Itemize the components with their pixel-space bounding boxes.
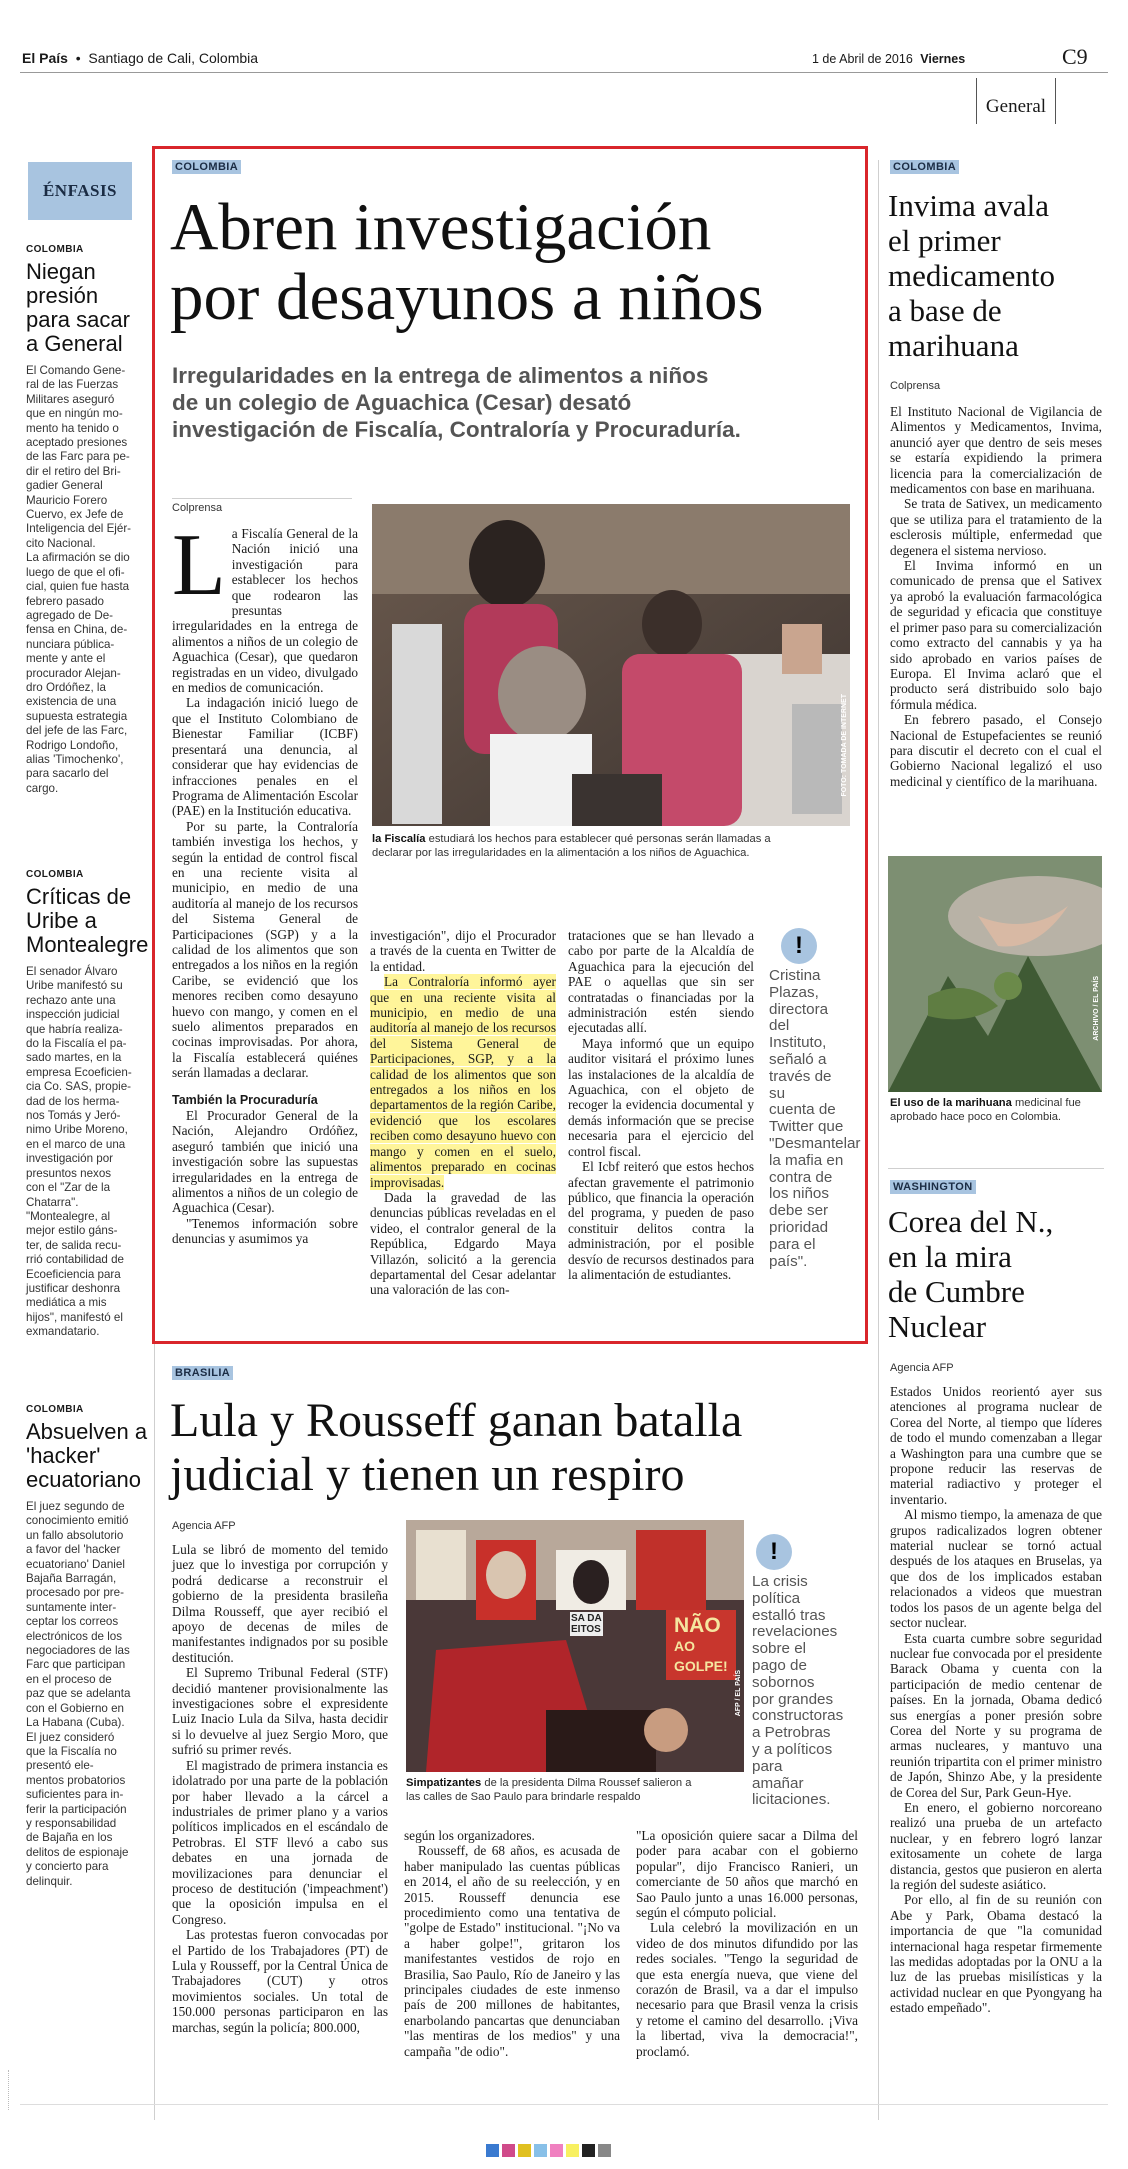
registration-swatch xyxy=(550,2144,563,2157)
school-children-photo xyxy=(372,504,850,826)
registration-swatch xyxy=(566,2144,579,2157)
enfasis-line: dir el retiro del Bri- xyxy=(26,464,121,478)
enfasis-line: a favor del 'hacker xyxy=(26,1543,121,1557)
registration-swatch xyxy=(518,2144,531,2157)
corea-headline xyxy=(888,1204,1102,1344)
enfasis-line: rrió contabilidad de xyxy=(26,1253,124,1267)
enfasis-line: inspección judicial xyxy=(26,1008,120,1022)
enfasis-body xyxy=(26,364,146,796)
enfasis-item-2: COLOMBIA Críticas de Uribe a Montealegre El senador Álvaro Uribe manifestó su rechazo ante una inspección judicial que habría realiza- do la Fiscalía el pa- sado martes, en la empresa Ecoeficien- cia Co. SAS, propie- dad de los herma- nos Tomás y Jeró- nimo Uribe Moreno, en el marco de una investigación por presuntos nexos con el "Zar de la Chatarra". "Montealegre, al mejor estilo gáns- ter, de salida recu- rrió contabilidad de Ecoeficiencia para justificar deshonra mediática a mis hijos", manifestó el exmandatario. xyxy=(26,869,149,1339)
registration-swatch xyxy=(598,2144,611,2157)
enfasis-line: suficientes para in- xyxy=(26,1788,124,1802)
lula-photo xyxy=(406,1520,744,1772)
enfasis-line: delitos de espionaje xyxy=(26,1845,129,1859)
enfasis-line: Rodrigo Londoño, xyxy=(26,738,119,752)
lula-quote xyxy=(752,1534,862,1809)
enfasis-line: suntamente inter- xyxy=(26,1600,117,1614)
registration-swatch xyxy=(582,2144,595,2157)
enfasis-line: ceptar los correos xyxy=(26,1615,119,1629)
quote-line: contra de xyxy=(769,1168,833,1186)
enfasis-line: febrero pasado xyxy=(26,594,104,608)
enfasis-line: cial, quien fue hasta xyxy=(26,580,130,594)
lula-headline: Lula y Rousseff ganan batalla judicial y tienen un respiro xyxy=(170,1394,743,1501)
enfasis-item-1: COLOMBIA Niegan presión para sacar a General El Comando Gene- ral de las Fuerzas Militares aseguró que en ningún mo- mento ha tenido o aceptado presiones de las Farc para pe- dir el retiro del Bri- gadier General Mauricio Forero Cuervo, ex Jefe de Inteligencia del Ejér- cito Nacional. La afirmación se dio luego de que el ofi- cial, quien fue hasta febrero pasado agregado de De- fensa en China, de- nunciara pública- mente y ante el procurador Alejan- dro Ordóñez, la existencia de una supuesta estrategia del jefe de las Farc, Rodrigo Londoño, alias 'Timochenko', para sacarlo del cargo. xyxy=(26,244,146,796)
quote-line: sobre el xyxy=(752,1640,807,1658)
main-deck: Irregularidades en la entrega de alimentos a niños de un colegio de Aguachica (Cesar) desató investigación de Fiscalía, Contraloría y Procuraduría. xyxy=(172,363,741,442)
quote-line: directora del xyxy=(769,1000,829,1035)
quote-line: revelaciones xyxy=(752,1623,838,1641)
enfasis-headline: Absuelven a 'hacker' ecuatoriano xyxy=(26,1419,148,1492)
enfasis-line: ecuatoriano' Daniel xyxy=(26,1557,125,1571)
exclamation-icon: ! xyxy=(756,1534,792,1570)
enfasis-line: mente y ante el xyxy=(26,652,106,666)
enfasis-line: mento ha tenido o xyxy=(26,421,119,435)
enfasis-headline: Críticas de Uribe a Montealegre xyxy=(26,884,149,957)
enfasis-line: de Bajaña en los xyxy=(26,1831,113,1845)
quote-line: para xyxy=(752,1757,783,1775)
enfasis-item-3: COLOMBIA Absuelven a 'hacker' ecuatoriano El juez segundo de conocimiento emitió un fallo absolutorio a favor del 'hacker ecuatoriano' Daniel Bajaña Barragán, procesado por pre- suntamente inter- ceptar los correos electrónicos de los negociadores de las Farc que participan en el proceso de paz que se adelanta con el Gobierno en La Habana (Cuba). El juez consideró que la Fiscalía no presentó ele- mentos probatorios suficientes para in- ferir la participación y responsabilidad de Bajaña en los delitos de espionaje y concierto para delinquir. xyxy=(26,1404,148,1888)
enfasis-line: cia Co. SAS, propie- xyxy=(26,1080,132,1094)
enfasis-body xyxy=(26,1500,148,1889)
main-photo xyxy=(372,504,850,826)
photo-credit: ARCHIVO / EL PAÍS xyxy=(1093,976,1100,1041)
date-line xyxy=(812,52,965,66)
enfasis-line: en el marco de una xyxy=(26,1137,126,1151)
invima-byline: Colprensa xyxy=(890,380,941,392)
dropcap: L xyxy=(172,517,226,614)
main-col-3: trataciones que se han llevado a cabo por parte de la Alcaldía de Aguachica para la ejecución del PAE o aquellas que sin ser contratadas o financiadas por la administración estén siendo ejecutadas allí. Maya informó que un equipo auditor visitará el próximo lunes las instalaciones de la alcaldía de Aguachica, con el objeto de recoger la evidencia documental y demás información que se precise necesaria para el ejercicio del control fiscal. El Icbf reiteró que estos hechos afectan gravemente el patrimonio público, que financia la operación del programa, y pueden de paso constituir delitos contra la administración, por el posible desvío de recursos destinados para la alimentación de estudiantes. xyxy=(568,928,754,1282)
enfasis-line: ral de las Fuerzas xyxy=(26,378,119,392)
enfasis-line: presuntos nexos xyxy=(26,1166,112,1180)
enfasis-line: gadier General xyxy=(26,479,103,493)
main-caption: la Fiscalía estudiará los hechos para establecer qué personas serán llamadas a declarar por las irregularidades en la alimentación a los niños de Aguachica. xyxy=(372,833,771,859)
enfasis-line: con el Gobierno en xyxy=(26,1701,124,1715)
enfasis-line: con el "Zar de la xyxy=(26,1181,111,1195)
quote-line: la mafia en xyxy=(769,1151,844,1169)
enfasis-line: cito Nacional. xyxy=(26,536,96,550)
protest-sign: NÃO AO GOLPE! xyxy=(674,1614,728,1674)
protest-sign-2: SA DA EITOS xyxy=(571,1613,602,1635)
subhead: También la Procuraduría xyxy=(172,1092,318,1107)
enfasis-line: luego de que el ofi- xyxy=(26,565,125,579)
paragraph: Al mismo tiempo, la amenaza de que grupos radicalizados logren obtener material nuclear se tornó actual después de los ataques en Bruselas, ya que dos de los implicados estaban relacionados a videos que muestran todos los pasos de un agente belga del sector nuclear. xyxy=(890,1507,1102,1631)
enfasis-line: La afirmación se dio xyxy=(26,551,130,565)
exclamation-icon: ! xyxy=(781,928,817,964)
enfasis-line: que habría realiza- xyxy=(26,1022,123,1036)
lead-paragraph: a Fiscalía General de la Nación inició una investigación para establecer los hechos que rodearon las presuntas irregularidades en la entrega de alimentos a niños de un colegio de Aguachica (Cesar), que quedaron registradas en un video, divulgado en medios de comunicación. xyxy=(172,526,358,696)
enfasis-body xyxy=(26,965,146,1340)
marijuana-plant-photo xyxy=(888,856,1102,1092)
enfasis-line: Chatarra". xyxy=(26,1195,79,1209)
photo-credit: AFP / EL PAÍS xyxy=(735,1670,742,1717)
main-quote xyxy=(769,928,861,1270)
enfasis-line: El senador Álvaro xyxy=(26,965,118,978)
location: Santiago de Cali, Colombia xyxy=(88,50,259,66)
main-col-2: investigación", dijo el Procurador a través de la cuenta en Twitter de la entidad. La Contraloría informó ayer que en una reciente visita al municipio, en medio de una auditoría al manejo de los recursos del Sistema General de Participaciones, SGP, y a la calidad de los alimentos que son entregados a los niños en los departamentos de la región Caribe, evidenció que los escolares reciben como desayuno huevo con mango y comen en el suelo, alimentos preparado en cocinas improvisadas. Dada la gravedad de las denuncias públicas reveladas en el video, el contralor general de la República, Edgardo Maya Villazón, solicitó a la gerencia departamental del Cesar adelantar una valoración de las con- xyxy=(370,928,556,1298)
paragraph: El Invima informó en un comunicado de prensa que el Sativex ya aprobó la evaluación farmacológica de seguridad y eficacia que constituye el primer paso para su comercialización como extracto del cannabis y ya ha sido aprobado en varios países de Europa. El Invima aclaró que el producto será distribuido solo bajo fórmula médica. xyxy=(890,558,1102,712)
enfasis-line: El juez segundo de xyxy=(26,1500,125,1513)
enfasis-line: delinquir. xyxy=(26,1874,73,1888)
enfasis-line: Mauricio Forero xyxy=(26,493,108,507)
enfasis-line: paz que se adelanta xyxy=(26,1687,131,1701)
quote-line: debe ser xyxy=(769,1202,829,1220)
enfasis-line: Uribe manifestó su xyxy=(26,979,123,993)
main-col-1: L a Fiscalía General de la Nación inició una investigación para establecer los hechos que rodearon las presuntas irregularidades en la entrega de alimentos a niños de un colegio de Aguachica (Cesar), que quedaron registradas en un video, divulgado en medios de comunicación. La indagación inició luego de que el Instituto Colombiano de Bienestar Familiar (ICBF) presentará una denuncia, al considerar que hay evidencias de infracciones penales en el Programa de Alimentación Escolar (PAE) en la Institución educativa. Por su parte, la Contraloría también investiga los hechos, y según la entidad de control fiscal en una reciente visita al municipio, en medio de una auditoría al manejo de los recursos del Sistema General de Participaciones (SGP) y a la calidad de los alimentos que son entregados a los niños en la región Caribe, se evidenció que los menores reciben como desayuno huevo con mango, y comen en el suelo alimentos preparados en cocinas improvisadas. Por ahora, la Fiscalía establecerá quiénes serán llamadas a declarar. También la Procuraduría El Procurador General de la Nación, Alejandro Ordóñez, aseguró también que inició una investigación sobre las supuestas irregularidades en la entrega de alimentos a niños de un colegio de Aguachica (Cesar). "Tenemos información sobre denuncias y asumimos ya xyxy=(172,517,358,1247)
headline-line: a base de xyxy=(888,293,1002,328)
enfasis-line: fensa en China, de- xyxy=(26,623,128,637)
lula-byline: Agencia AFP xyxy=(172,1520,236,1532)
quote-line: Instituto, xyxy=(769,1034,827,1052)
corea-kicker: WASHINGTON xyxy=(890,1180,976,1194)
enfasis-line: del jefe de las Farc, xyxy=(26,724,128,738)
quote-line: pago de xyxy=(752,1656,807,1674)
enfasis-line: procurador Alejan- xyxy=(26,666,121,680)
enfasis-line: hijos", manifestó el xyxy=(26,1310,123,1324)
quote-line: a Petrobras xyxy=(752,1724,831,1742)
enfasis-line: que en ningún mo- xyxy=(26,407,123,421)
enfasis-line: El Comando Gene- xyxy=(26,364,126,377)
lula-kicker: BRASILIA xyxy=(172,1366,233,1380)
enfasis-line: empresa Ecoeficien- xyxy=(26,1065,132,1079)
lula-col-1: Lula se libró de momento del temido juez que lo investiga por corrupción y podrá dedicarse a reconstruir el gobierno de la presidenta brasileña Dilma Rousseff, que ayer recibió el apoyo de decenas de miles de manifestantes indignados por su posible destitución. El Supremo Tribunal Federal (STF) decidió mantener provisionalmente las investigaciones sobre el expresidente Luiz Inacio Lula da Silva, hasta decidir si lo devuelve al juez Sergio Moro, que sufrió su primer revés. El magistrado de primera instancia es idolatrado por una parte de la población por haber llevado a la cárcel a industriales de primer plano y a varios políticos implicados en el escándalo de Petrobras. El STF llevó a cabo sus debates en una jornada de movilizaciones para denunciar el proceso de destitución ('impeachment') que la oposición impulsa en el Congreso. Las protestas fueron convocadas por el Partido de los Trabajadores (PT) de Lula y Rousseff, por la Central Única de Trabajadores (CUT) y otros movimientos sociales. Un total de 150.000 personas participaron en las marchas, según la policía; 800.000, xyxy=(172,1542,388,2035)
enfasis-line: dro Ordóñez, la xyxy=(26,680,106,694)
lula-col-3: "La oposición quiere sacar a Dilma del poder para acabar con el gobierno popular", dijo Francisco Ranieri, un comerciante de 50 años que marchó en Sao Paulo junto a unas 16.000 personas, según el cómputo policial. Lula celebró la movilización en un video de dos minutos difundido por las redes sociales. "Tengo la seguridad de que esta energía nueva, que viene del corazón de Brasil, va a dar el impulso necesario para que Brasil venza la crisis y retome el camino del desarrollo. ¡Viva la libertad, viva la democracia!", proclamó. xyxy=(636,1828,858,2059)
quote-line: licitaciones. xyxy=(752,1791,831,1809)
enfasis-line: rechazo ante una xyxy=(26,993,116,1007)
quote-line: para el país". xyxy=(769,1235,816,1270)
enfasis-line: y responsabilidad xyxy=(26,1816,117,1830)
headline-line: Invima avala xyxy=(888,188,1049,223)
enfasis-line: en el proceso de xyxy=(26,1672,112,1686)
paragraph: En enero, el gobierno norcoreano realizó una prueba de un artefacto nuclear, y en febrero logró lanzar exitosamente un cohete de larga distancia, gestos que pusieron en alerta la región del sudeste asiático. xyxy=(890,1799,1102,1892)
enfasis-line: investigación por xyxy=(26,1152,114,1166)
enfasis-line: ferir la participación xyxy=(26,1802,127,1816)
headline-line: en la mira xyxy=(888,1239,1012,1274)
quote-line: amañar xyxy=(752,1774,804,1792)
enfasis-line: conocimiento emitió xyxy=(26,1514,129,1528)
enfasis-line: dad de los herma- xyxy=(26,1094,120,1108)
enfasis-line: exmandatario. xyxy=(26,1325,100,1339)
section-box xyxy=(976,78,1056,124)
enfasis-line: y concierto para xyxy=(26,1860,109,1874)
enfasis-headline: Niegan presión para sacar a General xyxy=(26,259,130,356)
corea-body xyxy=(890,1384,1102,2016)
enfasis-line: Inteligencia del Ejér- xyxy=(26,522,132,536)
quote-line: sobornos xyxy=(752,1673,815,1691)
paper-name: El País xyxy=(22,50,68,66)
enfasis-line: aceptado presiones xyxy=(26,436,128,450)
invima-kicker: COLOMBIA xyxy=(890,160,959,174)
quote-line: señaló a xyxy=(769,1050,827,1068)
paragraph: En febrero pasado, el Consejo Nacional de Estupefacientes se reunió para discutir el decreto con el cual el Gobierno Nacional legalizó el uso medicinal y científico de la marihuana. xyxy=(890,712,1102,789)
enfasis-line: existencia de una xyxy=(26,695,117,709)
lula-caption: Simpatizantes de la presidenta Dilma Roussef salieron a las calles de Sao Paulo para brindarle respaldo xyxy=(406,1777,692,1803)
enfasis-line: Militares aseguró xyxy=(26,392,115,406)
enfasis-line: procesado por pre- xyxy=(26,1586,124,1600)
headline-line: marihuana xyxy=(888,328,1019,363)
color-bar xyxy=(486,2144,611,2157)
main-kicker: COLOMBIA xyxy=(172,160,241,174)
quote-line: política xyxy=(752,1589,801,1607)
enfasis-line: nos Tomás y Jeró- xyxy=(26,1109,121,1123)
enfasis-line: nunciara pública- xyxy=(26,637,115,651)
date: 1 de Abril de 2016 xyxy=(812,52,913,66)
enfasis-line: presentó ele- xyxy=(26,1759,94,1773)
enfasis-line: de las Farc para pe- xyxy=(26,450,130,464)
masthead-line: El País • Santiago de Cali, Colombia xyxy=(22,50,259,66)
quote-line: cuenta de xyxy=(769,1101,836,1119)
quote-line: por grandes xyxy=(752,1690,834,1708)
enfasis-line: para sacarlo del xyxy=(26,767,109,781)
section-label: General xyxy=(985,96,1047,117)
enfasis-line: un fallo absolutorio xyxy=(26,1528,124,1542)
headline-line: Corea del N., xyxy=(888,1204,1054,1239)
enfasis-line: electrónicos de los xyxy=(26,1629,123,1643)
headline-line: de Cumbre xyxy=(888,1274,1025,1309)
enfasis-line: Bajaña Barragán, xyxy=(26,1572,117,1586)
quote-line: Plazas, xyxy=(769,983,819,1001)
registration-swatch xyxy=(486,2144,499,2157)
headline-line: el primer xyxy=(888,223,1001,258)
enfasis-line: alias 'Timochenko', xyxy=(26,752,124,766)
enfasis-line: La Habana (Cuba). xyxy=(26,1716,125,1730)
quote-line: estalló tras xyxy=(752,1606,826,1624)
page-number: C9 xyxy=(1062,44,1088,69)
quote-line: Cristina xyxy=(769,967,821,984)
invima-caption: El uso de la marihuana medicinal fue aprobado hace poco en Colombia. xyxy=(890,1097,1081,1123)
registration-swatch xyxy=(534,2144,547,2157)
invima-body xyxy=(890,404,1102,789)
enfasis-line: El juez consideró xyxy=(26,1730,115,1744)
enfasis-line: sado martes, en la xyxy=(26,1051,122,1065)
enfasis-line: que la Fiscalía no xyxy=(26,1744,117,1758)
enfasis-line: negociadores de las xyxy=(26,1644,130,1658)
paragraph: Estados Unidos reorientó ayer sus atenciones al programa nuclear de Corea del Norte, al tiempo que líderes de todo el mundo comenzaban a llegar a Washington para una cumbre que se propone reducir las reservas de material radiactivo y proteger el inventario. xyxy=(890,1384,1102,1507)
weekday: Viernes xyxy=(920,52,966,66)
quote-line: "Desmantelar xyxy=(769,1134,861,1152)
paragraph: El Instituto Nacional de Vigilancia de Alimentos y Medicamentos, Invima, anunció ayer que dentro de seis meses se estaría expidiendo la primera licencia para la comercialización de medicamentos con base en marihuana. xyxy=(890,404,1102,497)
enfasis-line: Farc que participan xyxy=(26,1658,126,1672)
highlighted-text: La Contraloría informó ayer que en una reciente visita al municipio, en medio de una auditoría al manejo de los recursos del Sistema General de Participaciones, SGP, y a la calidad de los alimentos que son entregados a los niños en los departamentos de la región Caribe, evidenció que los escolares reciben como desayuno huevo con mango y comen en el suelo, alimentos preparado en cocinas improvisadas. xyxy=(370,974,556,1190)
headline-line: medicamento xyxy=(888,258,1055,293)
quote-line: Twitter que xyxy=(769,1118,844,1136)
enfasis-line: Ecoeficiencia para xyxy=(26,1267,121,1281)
enfasis-line: "Montealegre, al xyxy=(26,1209,111,1223)
quote-line: través de su xyxy=(769,1067,832,1102)
registration-swatch xyxy=(502,2144,515,2157)
corea-byline: Agencia AFP xyxy=(890,1362,954,1374)
paragraph: Esta cuarta cumbre sobre seguridad nuclear fue convocada por el presidente Barack Obama y cuenta con la participación de medio centenar de países. En la jornada, Obama dedicó sus energías a poner presión sobre Corea del Norte y su programa de armas nucleares, y mantuvo una reunión tripartita con el primer ministro de Japón, Shinzo Abe, y la presidente de Corea del Sur, Park Geun-Hye. xyxy=(890,1630,1102,1800)
invima-headline xyxy=(888,188,1098,363)
enfasis-line: Cuervo, ex Jefe de xyxy=(26,508,124,522)
photo-credit: FOTO: TOMADA DE INTERNET xyxy=(841,694,848,797)
paragraph: Por ello, al fin de su reunión con Abe y Park, Obama destacó la importancia de que "la comunidad internacional haga respetar firmemente las medidas adoptadas por la ONU a la luz de las pruebas misilísticas y la actividad nuclear en que Pyongyang ha estado empeñado". xyxy=(890,1892,1102,2016)
main-byline: Colprensa xyxy=(172,502,223,514)
quote-line: constructoras xyxy=(752,1707,844,1725)
quote-line: prioridad xyxy=(769,1218,829,1236)
enfasis-line: cargo. xyxy=(26,781,59,795)
enfasis-line: mejor estilo gáns- xyxy=(26,1224,118,1238)
enfasis-line: supuesta estrategia xyxy=(26,709,128,723)
quote-line: los niños xyxy=(769,1185,829,1203)
enfasis-line: mentos probatorios xyxy=(26,1773,126,1787)
enfasis-line: justificar deshonra xyxy=(26,1281,121,1295)
paragraph: Se trata de Sativex, un medicamento que se utiliza para el tratamiento de la esclerosis múltiple, enfermedad que degenera el sistema nervioso. xyxy=(890,496,1102,558)
quote-line: La crisis xyxy=(752,1573,808,1590)
enfasis-line: mediática a mis xyxy=(26,1296,107,1310)
enfasis-line: do la Fiscalía el pa- xyxy=(26,1037,127,1051)
quote-line: y a políticos xyxy=(752,1740,833,1758)
headline-line: Nuclear xyxy=(888,1309,987,1344)
enfasis-label: ÉNFASIS xyxy=(28,162,132,220)
invima-photo xyxy=(888,856,1102,1092)
enfasis-line: agregado de De- xyxy=(26,608,114,622)
enfasis-line: nimo Uribe Moreno, xyxy=(26,1123,128,1137)
lula-col-2: según los organizadores. Rousseff, de 68 años, es acusada de haber manipulado las cuentas públicas en 2014, el año de su reelección, y en 2015. Rousseff denuncia ese procedimiento como una tentativa de "golpe de Estado" institucional. "¡No va a haber golpe!", gritaron los manifestantes vestidos de rojo en Brasilia, Sao Paulo, Río de Janeiro y las principales ciudades de este inmenso país de 200 millones de habitantes, enarbolando pancartas que denunciaban "las mentiras de los medios" y una campaña "de odio". xyxy=(404,1828,620,2059)
main-headline: Abren investigación por desayunos a niños xyxy=(170,190,764,334)
enfasis-line: ter, de salida recu- xyxy=(26,1238,122,1252)
